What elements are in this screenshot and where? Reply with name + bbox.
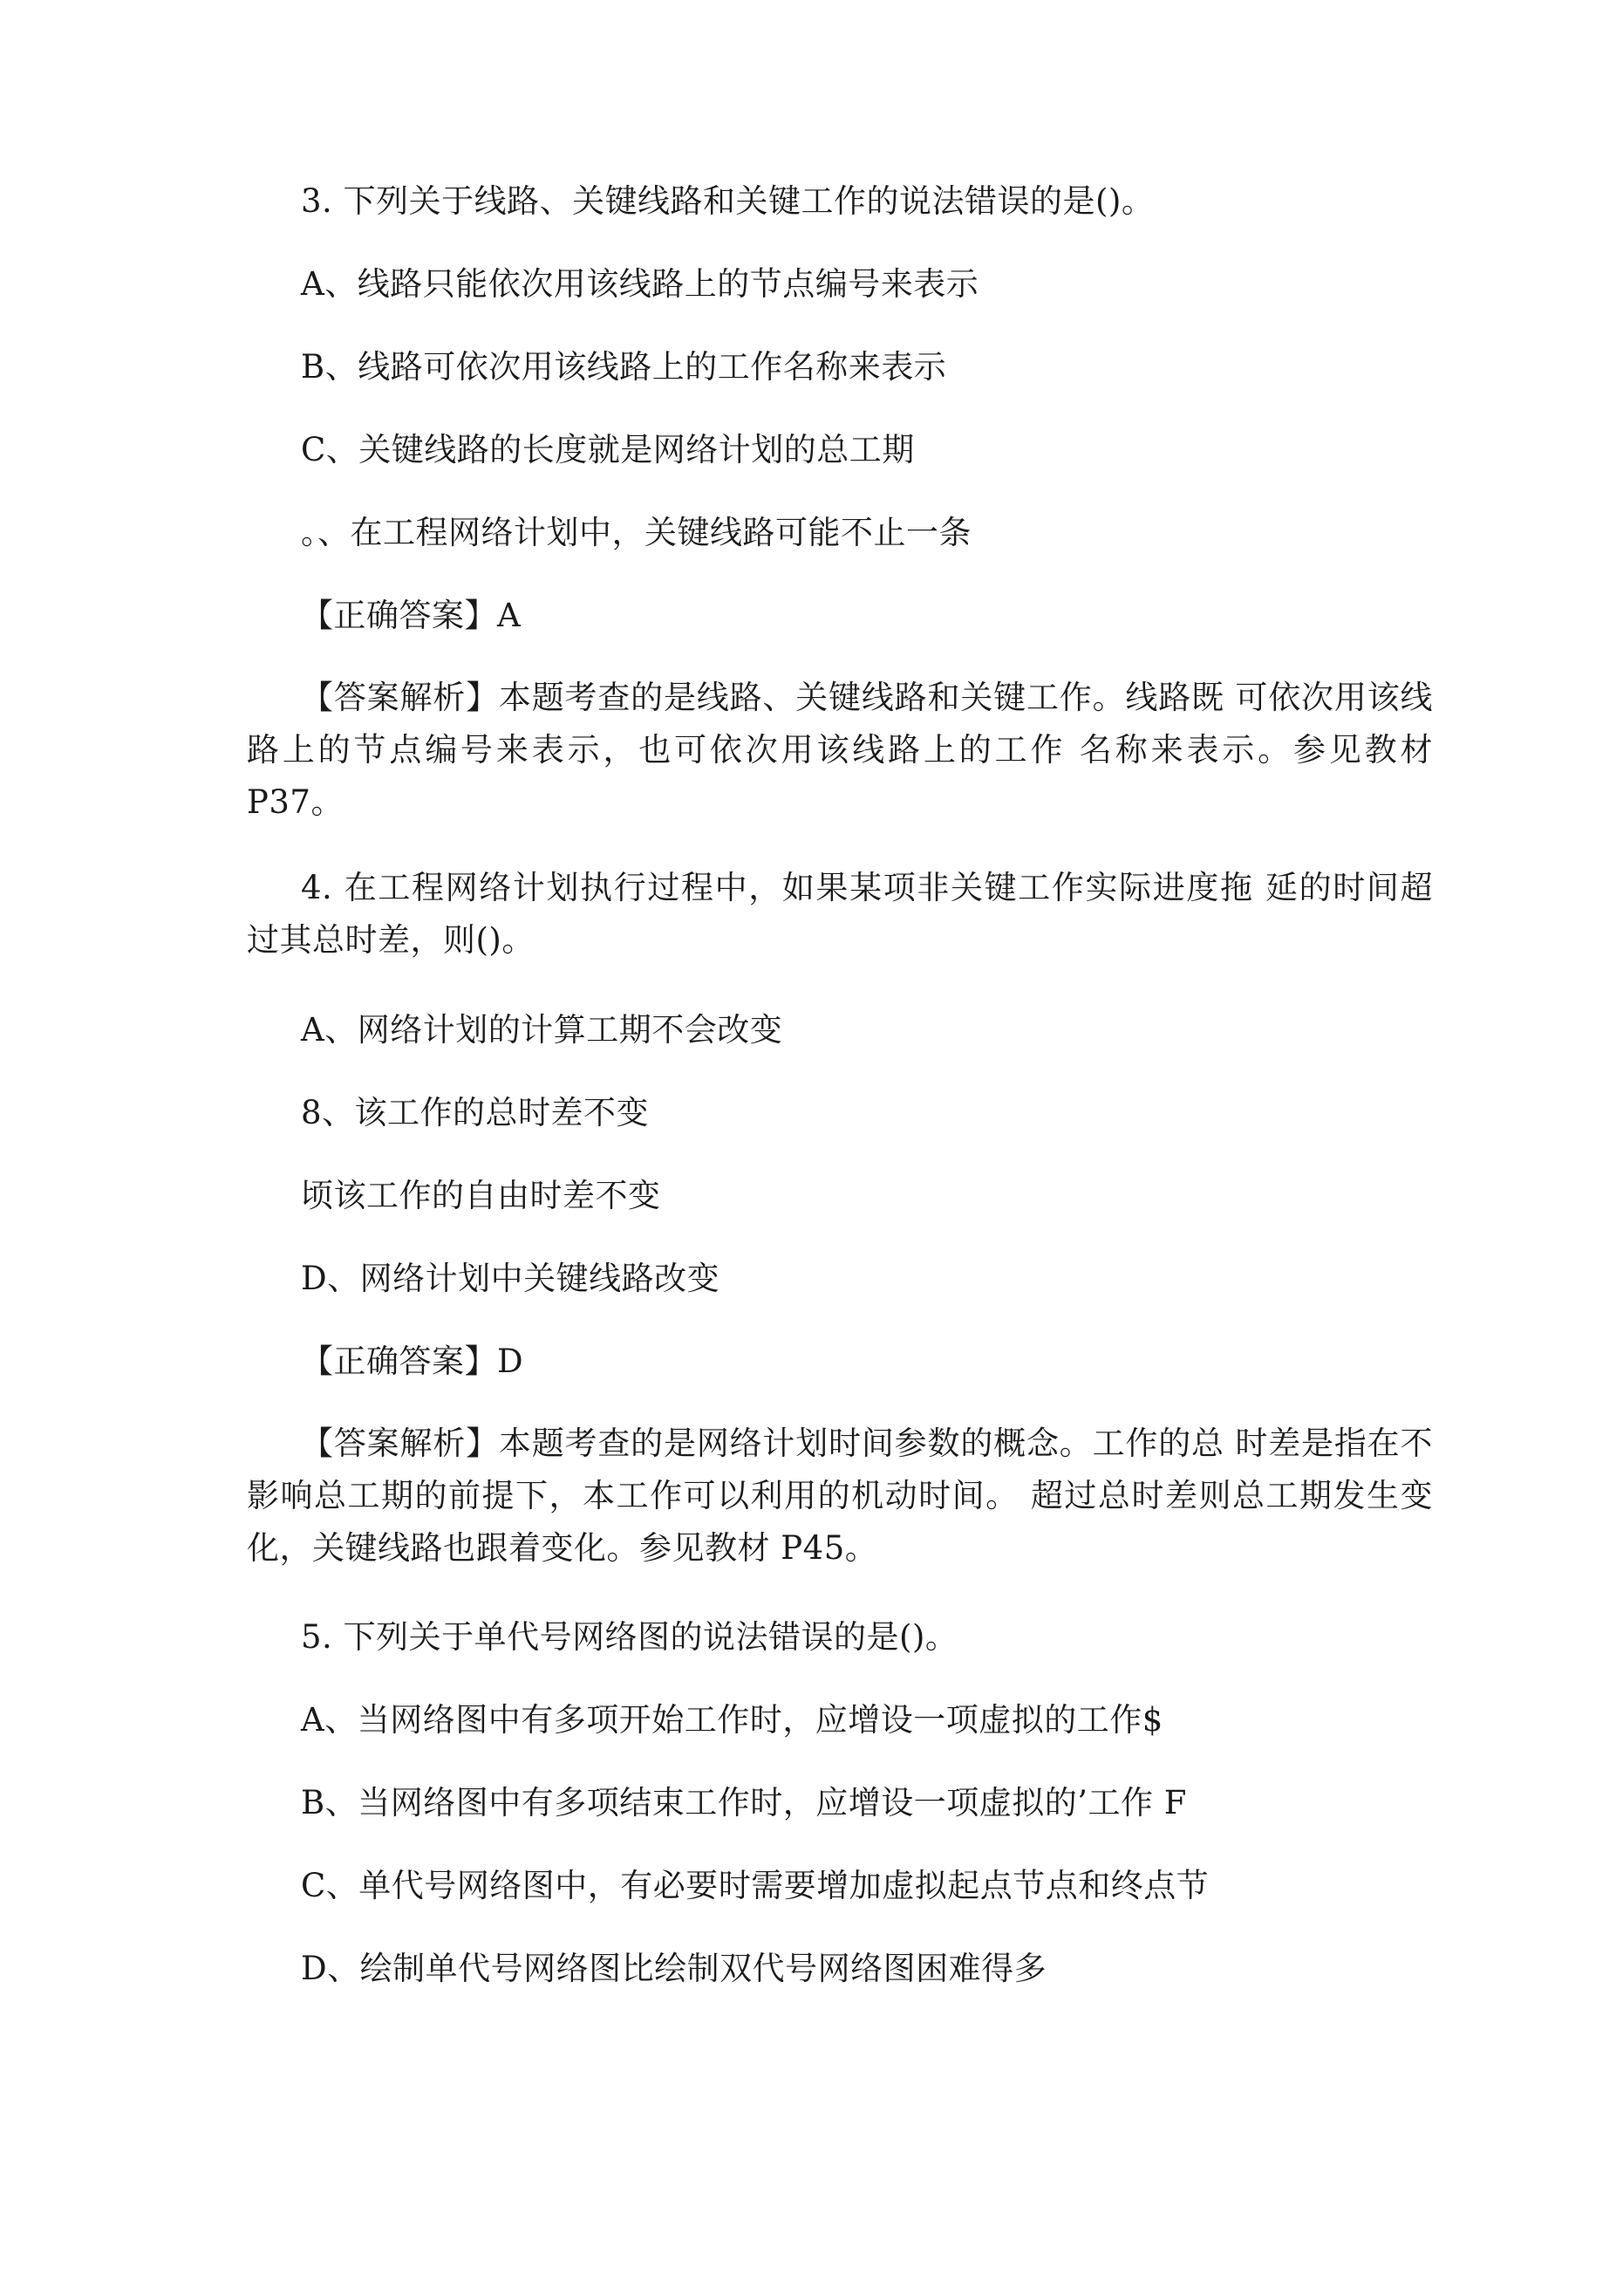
question-3-option-a: A、线路只能依次用该线路上的节点编号来表示 (301, 265, 979, 303)
question-4-answer: 【正确答案】D (301, 1343, 524, 1380)
question-4-option-b: 8、该工作的总时差不变 (301, 1094, 650, 1131)
question-4-option-c: 顷该工作的自由时差不变 (301, 1177, 661, 1214)
question-3-answer: 【正确答案】A (301, 597, 522, 634)
question-5-option-c: C、单代号网络图中，有必要时需要增加虚拟起点节点和终点节 (301, 1867, 1210, 1904)
question-3-option-c: C、关键线路的长度就是网络计划的总工期 (301, 431, 915, 468)
question-4-stem: 4. 在工程网络计划执行过程中，如果某项非关键工作实际进度拖 延的时间超过其总时差，则()。 (247, 869, 1433, 959)
question-5-option-a: A、当网络图中有多项开始工作时，应增设一项虚拟的工作$ (301, 1701, 1163, 1739)
question-5-option-d: D、绘制单代号网络图比绘制双代号网络图困难得多 (301, 1950, 1047, 1987)
question-3-stem: 3. 下列关于线路、关键线路和关键工作的说法错误的是()。 (301, 182, 1155, 220)
question-5-option-b: B、当网络图中有多项结束工作时，应增设一项虚拟的’工作 F (301, 1784, 1187, 1821)
question-4-option-a: A、网络计划的计算工期不会改变 (301, 1011, 783, 1049)
question-4-option-d: D、网络计划中关键线路改变 (301, 1260, 720, 1297)
question-3-analysis: 【答案解析】本题考查的是线路、关键线路和关键工作。线路既 可依次用该线路上的节点编号来表示，也可依次用该线路上的工作 名称来表示。参见教材 P37。 (247, 679, 1433, 821)
question-4-analysis: 【答案解析】本题考查的是网络计划时间参数的概念。工作的总 时差是指在不影响总工期的前提下，本工作可以利用的机动时间。 超过总时差则总工期发生变化，关键线路也跟着变化。参见教材 P45。 (247, 1425, 1433, 1567)
question-3-option-b: B、线路可依次用该线路上的工作名称来表示 (301, 348, 947, 386)
question-5-stem: 5. 下列关于单代号网络图的说法错误的是()。 (301, 1618, 958, 1656)
question-3-option-d: 。、在工程网络计划中，关键线路可能不止一条 (301, 514, 972, 551)
